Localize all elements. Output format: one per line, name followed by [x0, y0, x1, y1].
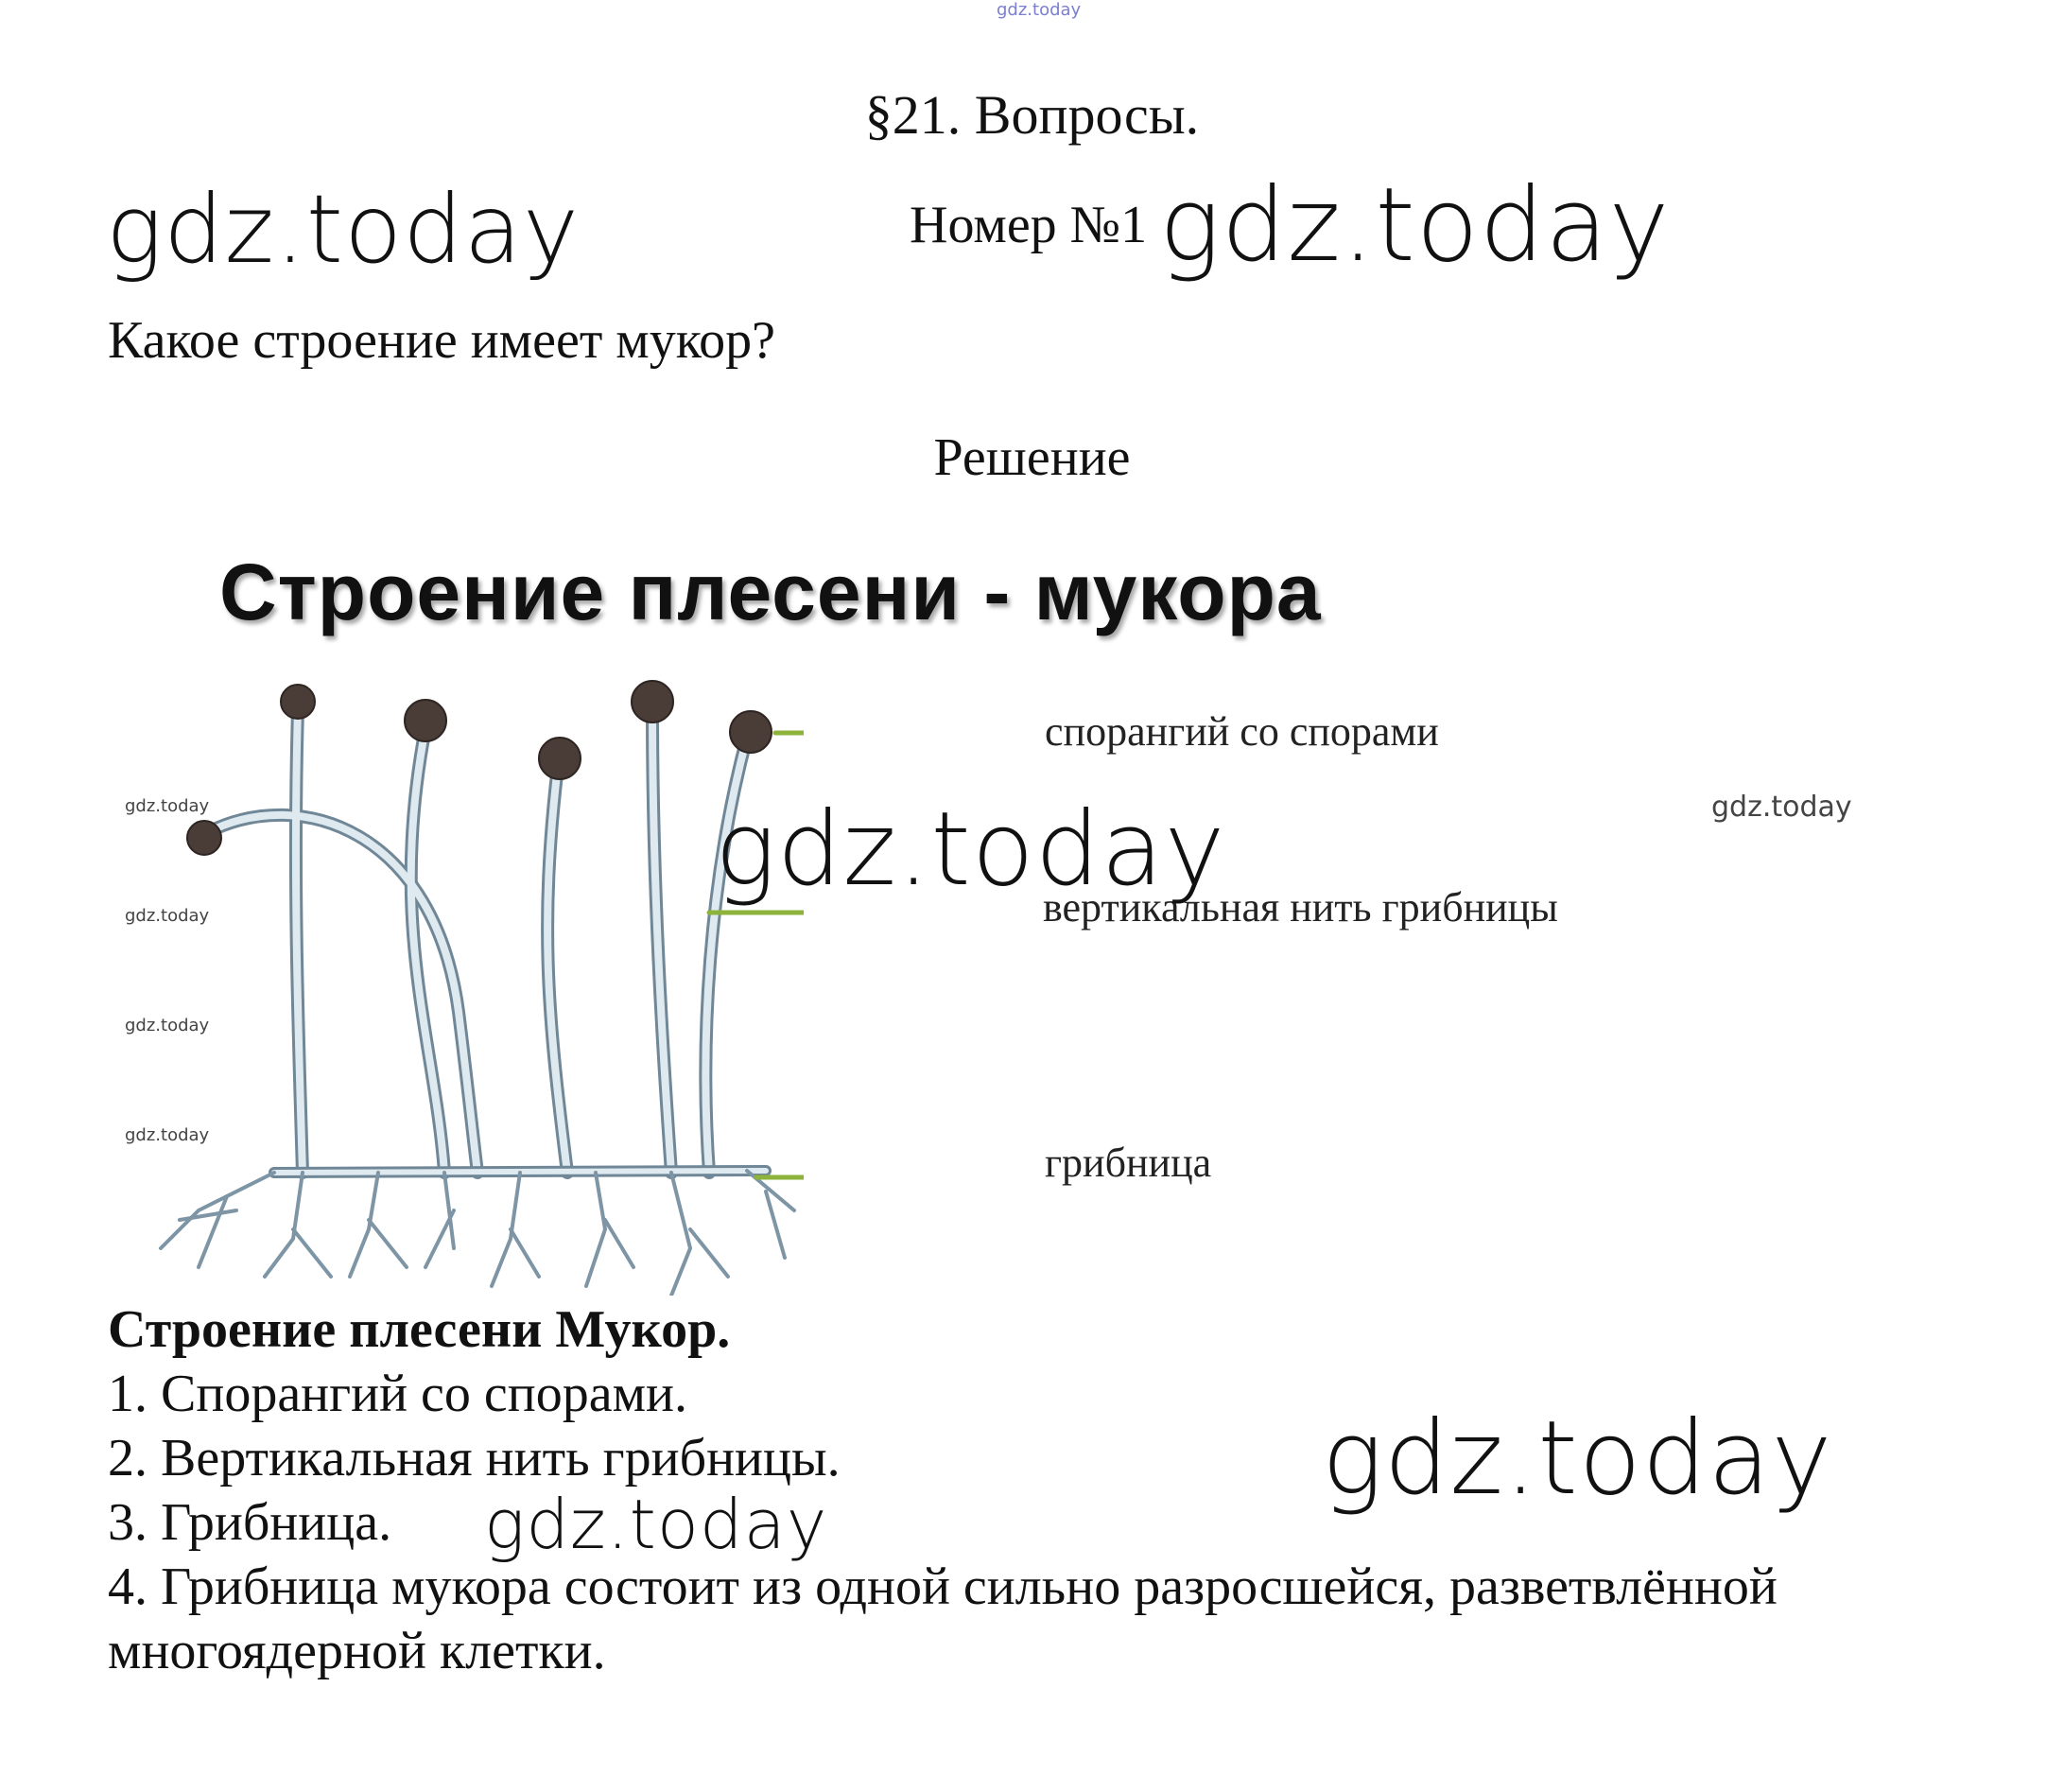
- answer-item: 2. Вертикальная нить грибницы.: [108, 1429, 841, 1488]
- sporangium: [405, 700, 446, 741]
- label-vertical-hypha: вертикальная нить грибницы: [1043, 884, 1558, 931]
- solution-label: Решение: [933, 428, 1131, 487]
- answer-item-continuation: многоядерной клетки.: [108, 1622, 606, 1680]
- sporangium: [539, 738, 581, 779]
- label-sporangium: спорангий со спорами: [1045, 708, 1439, 755]
- sporangium: [632, 681, 673, 722]
- answer-item: 1. Спорангий со спорами.: [108, 1365, 687, 1423]
- question-number: Номер №1: [910, 196, 1148, 254]
- watermark-small: gdz.today: [125, 1125, 210, 1145]
- watermark-large: gdz.today: [715, 791, 1226, 909]
- rhizoids: [161, 1171, 794, 1296]
- sporangia: [187, 681, 772, 855]
- watermark-small: gdz.today: [125, 796, 210, 816]
- sporangium: [281, 685, 315, 719]
- watermark-top: gdz.today: [997, 0, 1082, 20]
- answer-heading: Строение плесени Мукор.: [108, 1300, 731, 1359]
- watermark-large: gdz.today: [1159, 166, 1671, 285]
- sporangium: [730, 711, 772, 753]
- answer-item: 4. Грибница мукора состоит из одной сильно разросшейся, разветвлённой: [108, 1557, 1778, 1616]
- watermark-small: gdz.today: [1711, 791, 1852, 824]
- question-text: Какое строение имеет мукор?: [108, 311, 775, 370]
- watermark-large: gdz.today: [1322, 1400, 1833, 1518]
- figure-title: Строение плесени - мукора: [219, 548, 1322, 636]
- watermark-small: gdz.today: [125, 1016, 210, 1035]
- mucor-illustration: [142, 643, 804, 1296]
- watermark-large: gdz.today: [106, 174, 581, 285]
- watermark-large: gdz.today: [484, 1485, 828, 1564]
- section-title: §21. Вопросы.: [864, 84, 1200, 146]
- watermark-small: gdz.today: [125, 906, 210, 926]
- label-mycelium: грибница: [1045, 1140, 1212, 1186]
- sporangium: [187, 821, 221, 855]
- answer-item: 3. Грибница.: [108, 1493, 392, 1552]
